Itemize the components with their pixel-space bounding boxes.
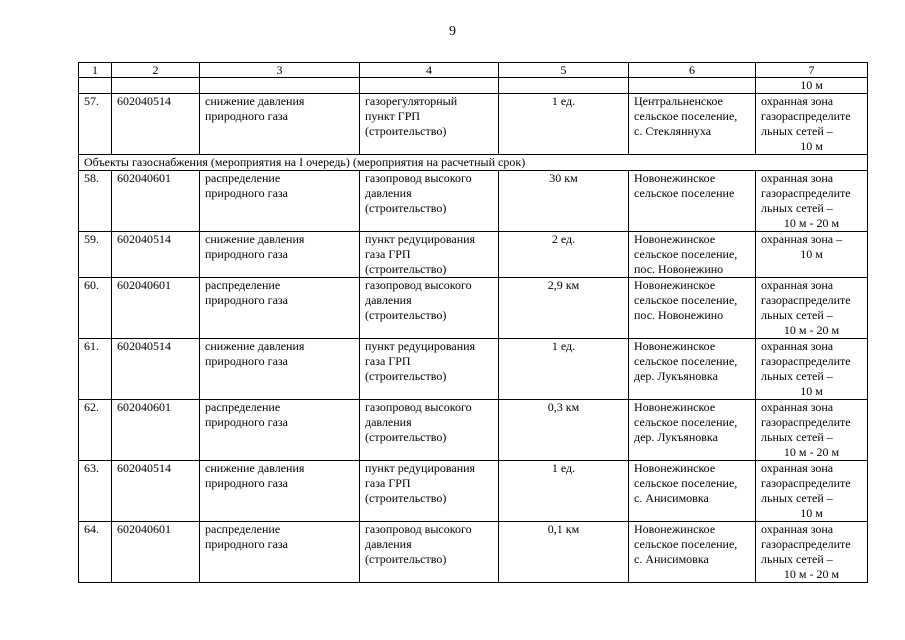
protection-zone-cell-line: 10 м - 20 м xyxy=(783,445,840,459)
purpose-cell-line: снижение давления xyxy=(205,461,305,475)
protection-zone-cell-line: охранная зона xyxy=(761,94,834,108)
protection-zone-cell-line: льных сетей – xyxy=(761,201,833,215)
row-number-cell: 62. xyxy=(79,400,112,461)
column-header: 5 xyxy=(499,63,629,78)
object-cell-line: газопровод высокого xyxy=(365,400,472,414)
row-number-cell: 61. xyxy=(79,339,112,400)
object-cell-line: газопровод высокого xyxy=(365,522,472,536)
table-row xyxy=(79,94,868,155)
row-number-cell: 60. xyxy=(79,278,112,339)
column-header: 7 xyxy=(756,63,868,78)
quantity-cell: 1 ед. xyxy=(499,94,629,155)
object-cell xyxy=(360,278,499,339)
location-cell-line: с. Стекляннуха xyxy=(634,124,712,138)
location-cell-line: с. Анисимовка xyxy=(634,491,709,505)
object-cell-line: давления xyxy=(365,186,412,200)
protection-zone-cell-line: 10 м xyxy=(800,384,823,398)
column-number-row xyxy=(79,63,868,78)
object-cell xyxy=(360,171,499,232)
protection-zone-cell-line: льных сетей – xyxy=(761,308,833,322)
protection-zone-cell-line: льных сетей – xyxy=(761,124,833,138)
purpose-cell xyxy=(200,94,360,155)
location-cell-line: Новонежинское xyxy=(634,522,716,536)
location-cell-line: Новонежинское xyxy=(634,400,716,414)
location-cell-line: сельское поселение, xyxy=(634,537,738,551)
table-row xyxy=(79,171,868,232)
purpose-cell xyxy=(200,171,360,232)
purpose-cell-line: природного газа xyxy=(205,247,288,261)
table-row xyxy=(79,461,868,522)
quantity-cell: 0,3 км xyxy=(499,400,629,461)
page-number: 9 xyxy=(449,24,456,39)
location-cell-line: Новонежинское xyxy=(634,339,716,353)
protection-zone-cell-line: газораспределите xyxy=(761,415,851,429)
object-cell xyxy=(360,461,499,522)
protection-zone-cell-line: 10 м xyxy=(800,247,823,261)
objects-table xyxy=(78,62,868,583)
object-cell-line: пункт редуцирования xyxy=(365,339,476,353)
code-cell: 602040514 xyxy=(112,94,200,155)
protection-zone-cell-line: охранная зона xyxy=(761,171,834,185)
location-cell-line: сельское поселение, xyxy=(634,247,738,261)
purpose-cell-line: природного газа xyxy=(205,109,288,123)
protection-zone-cell-line: охранная зона xyxy=(761,400,834,414)
protection-zone-cell-line: охранная зона xyxy=(761,522,834,536)
purpose-cell-line: природного газа xyxy=(205,354,288,368)
object-cell-line: пункт редуцирования xyxy=(365,232,476,246)
protection-zone-cell-line: газораспределите xyxy=(761,537,851,551)
purpose-cell-line: распределение xyxy=(205,171,281,185)
object-cell-line: давления xyxy=(365,415,412,429)
quantity-cell: 2,9 км xyxy=(499,278,629,339)
protection-zone-cell xyxy=(756,339,868,400)
location-cell-line: Центральненское xyxy=(634,94,723,108)
location-cell xyxy=(629,339,756,400)
location-cell-line: сельское поселение, xyxy=(634,415,738,429)
object-cell-line: (строительство) xyxy=(365,308,447,322)
object-cell xyxy=(360,522,499,583)
location-cell-line: пос. Новонежино xyxy=(634,308,724,322)
location-cell-line: сельское поселение xyxy=(634,186,735,200)
purpose-cell-line: распределение xyxy=(205,278,281,292)
object-cell xyxy=(360,232,499,278)
protection-zone-cell xyxy=(756,522,868,583)
location-cell-line: сельское поселение, xyxy=(634,109,738,123)
table-row xyxy=(79,339,868,400)
object-cell-line: (строительство) xyxy=(365,430,447,444)
object-cell-line: газа ГРП xyxy=(365,476,411,490)
location-cell-line: дер. Лукъяновка xyxy=(634,369,718,383)
purpose-cell-line: природного газа xyxy=(205,476,288,490)
location-cell-line: сельское поселение, xyxy=(634,293,738,307)
purpose-cell-line: распределение xyxy=(205,400,281,414)
column-header: 2 xyxy=(112,63,200,78)
code-cell: 602040601 xyxy=(112,278,200,339)
protection-zone-cell-line: льных сетей – xyxy=(761,430,833,444)
purpose-cell xyxy=(200,232,360,278)
protection-zone-cell-line: газораспределите xyxy=(761,186,851,200)
protection-zone-cell-line: льных сетей – xyxy=(761,369,833,383)
column-header: 4 xyxy=(360,63,499,78)
protection-zone-cell-line: охранная зона xyxy=(761,339,834,353)
purpose-cell-line: природного газа xyxy=(205,293,288,307)
protection-zone-cell-line: охранная зона xyxy=(761,461,834,475)
purpose-cell-line: распределение xyxy=(205,522,281,536)
protection-zone-cell xyxy=(756,400,868,461)
location-cell-line: сельское поселение, xyxy=(634,476,738,490)
quantity-cell: 2 ед. xyxy=(499,232,629,278)
object-cell-line: (строительство) xyxy=(365,124,447,138)
location-cell xyxy=(629,400,756,461)
purpose-cell xyxy=(200,278,360,339)
location-cell-line: с. Анисимовка xyxy=(634,552,709,566)
location-cell-line: Новонежинское xyxy=(634,232,716,246)
location-cell-line: пос. Новонежино xyxy=(634,262,724,276)
purpose-cell-line: снижение давления xyxy=(205,232,305,246)
object-cell-line: газорегуляторный xyxy=(365,94,458,108)
purpose-cell xyxy=(200,522,360,583)
location-cell xyxy=(629,278,756,339)
object-cell-line: (строительство) xyxy=(365,369,447,383)
protection-zone-cell-line: 10 м xyxy=(800,506,823,520)
continued-zone-cell: 10 м xyxy=(756,78,868,94)
quantity-cell: 30 км xyxy=(499,171,629,232)
row-number-cell: 59. xyxy=(79,232,112,278)
object-cell-line: пункт ГРП xyxy=(365,109,421,123)
code-cell: 602040601 xyxy=(112,400,200,461)
protection-zone-cell-line: охранная зона – xyxy=(761,232,843,246)
purpose-cell-line: снижение давления xyxy=(205,339,305,353)
location-cell xyxy=(629,171,756,232)
protection-zone-cell-line: льных сетей – xyxy=(761,491,833,505)
object-cell-line: (строительство) xyxy=(365,552,447,566)
protection-zone-cell-line: 10 м xyxy=(800,139,823,153)
object-cell-line: пункт редуцирования xyxy=(365,461,476,475)
column-header: 6 xyxy=(629,63,756,78)
object-cell-line: газопровод высокого xyxy=(365,278,472,292)
protection-zone-cell-line: льных сетей – xyxy=(761,552,833,566)
table-row xyxy=(79,400,868,461)
protection-zone-cell xyxy=(756,232,868,278)
purpose-cell-line: природного газа xyxy=(205,186,288,200)
location-cell-line: Новонежинское xyxy=(634,461,716,475)
object-cell-line: давления xyxy=(365,537,412,551)
code-cell: 602040514 xyxy=(112,461,200,522)
location-cell xyxy=(629,461,756,522)
continuation-row xyxy=(79,78,868,94)
protection-zone-cell-line: газораспределите xyxy=(761,354,851,368)
location-cell xyxy=(629,232,756,278)
protection-zone-cell xyxy=(756,171,868,232)
protection-zone-cell xyxy=(756,278,868,339)
purpose-cell-line: природного газа xyxy=(205,537,288,551)
code-cell: 602040601 xyxy=(112,171,200,232)
object-cell-line: (строительство) xyxy=(365,201,447,215)
object-cell-line: (строительство) xyxy=(365,262,447,276)
location-cell-line: Новонежинское xyxy=(634,278,716,292)
quantity-cell: 1 ед. xyxy=(499,339,629,400)
row-number-cell: 57. xyxy=(79,94,112,155)
protection-zone-cell xyxy=(756,461,868,522)
protection-zone-cell-line: газораспределите xyxy=(761,476,851,490)
protection-zone-cell xyxy=(756,94,868,155)
column-header: 3 xyxy=(200,63,360,78)
object-cell xyxy=(360,400,499,461)
code-cell: 602040514 xyxy=(112,339,200,400)
purpose-cell-line: снижение давления xyxy=(205,94,305,108)
protection-zone-cell-line: охранная зона xyxy=(761,278,834,292)
table-row xyxy=(79,522,868,583)
purpose-cell-line: природного газа xyxy=(205,415,288,429)
protection-zone-cell-line: газораспределите xyxy=(761,293,851,307)
protection-zone-cell-line: 10 м - 20 м xyxy=(783,567,840,581)
location-cell xyxy=(629,94,756,155)
quantity-cell: 1 ед. xyxy=(499,461,629,522)
object-cell xyxy=(360,339,499,400)
object-cell-line: газопровод высокого xyxy=(365,171,472,185)
object-cell xyxy=(360,94,499,155)
column-header: 1 xyxy=(79,63,112,78)
table-row xyxy=(79,232,868,278)
protection-zone-cell-line: газораспределите xyxy=(761,109,851,123)
protection-zone-cell-line: 10 м - 20 м xyxy=(783,323,840,337)
section-title: Объекты газоснабжения (мероприятия на I очередь) (мероприятия на расчетный срок) xyxy=(79,155,868,171)
purpose-cell xyxy=(200,339,360,400)
row-number-cell: 63. xyxy=(79,461,112,522)
location-cell-line: Новонежинское xyxy=(634,171,716,185)
object-cell-line: газа ГРП xyxy=(365,354,411,368)
object-cell-line: давления xyxy=(365,293,412,307)
location-cell-line: дер. Лукъяновка xyxy=(634,430,718,444)
location-cell xyxy=(629,522,756,583)
table-row xyxy=(79,278,868,339)
purpose-cell xyxy=(200,461,360,522)
quantity-cell: 0,1 км xyxy=(499,522,629,583)
protection-zone-cell-line: 10 м - 20 м xyxy=(783,216,840,230)
location-cell-line: сельское поселение, xyxy=(634,354,738,368)
code-cell: 602040601 xyxy=(112,522,200,583)
row-number-cell: 58. xyxy=(79,171,112,232)
row-number-cell: 64. xyxy=(79,522,112,583)
code-cell: 602040514 xyxy=(112,232,200,278)
object-cell-line: газа ГРП xyxy=(365,247,411,261)
section-row xyxy=(79,155,868,171)
object-cell-line: (строительство) xyxy=(365,491,447,505)
purpose-cell xyxy=(200,400,360,461)
